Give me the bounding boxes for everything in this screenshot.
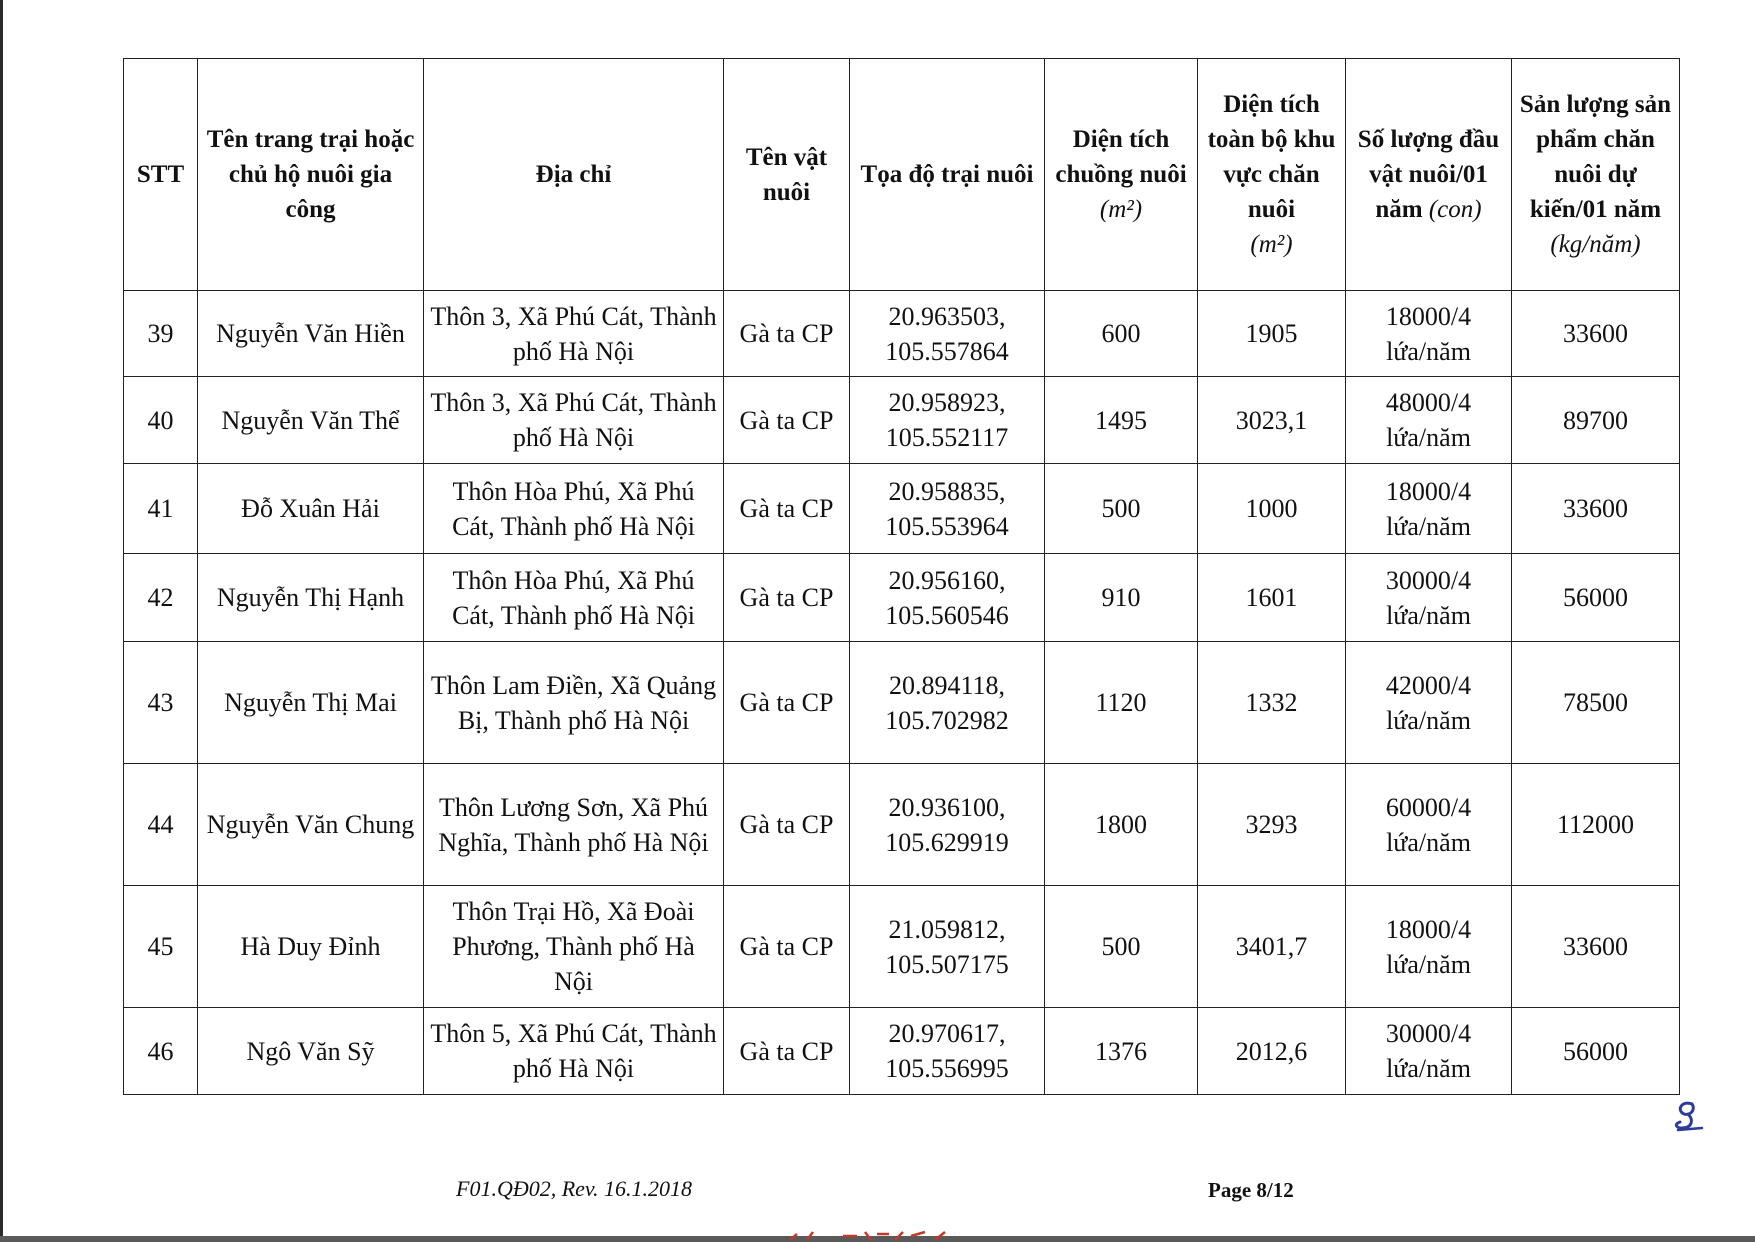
cell-ten: Nguyễn Thị Hạnh [198,554,424,642]
cell-ten: Nguyễn Văn Hiền [198,291,424,377]
cell-stt: 44 [124,764,198,886]
table-row [124,886,1680,1008]
form-code: F01.QĐ02, Rev. 16.1.2018 [456,1176,693,1201]
cell-vat-nuoi: Gà ta CP [724,642,850,764]
farm-table [123,58,1680,1095]
cell-toa-do: 20.894118, 105.702982 [850,642,1045,764]
header-ten-trang-trai: Tên trang trại hoặc chủ hộ nuôi gia công [198,59,424,291]
page-number: Page 8/12 [1208,1178,1294,1202]
cell-so-luong: 30000/4 lứa/năm [1346,554,1512,642]
cell-so-luong: 18000/4 lứa/năm [1346,291,1512,377]
cell-stt: 45 [124,886,198,1008]
header-ten-vat-nuoi: Tên vật nuôi [724,59,850,291]
cell-so-luong: 18000/4 lứa/năm [1346,464,1512,554]
cell-so-luong: 30000/4 lứa/năm [1346,1008,1512,1095]
cell-dia-chi: Thôn Hòa Phú, Xã Phú Cát, Thành phố Hà Nội [424,464,724,554]
cell-san-luong: 33600 [1512,291,1680,377]
cell-ten: Nguyễn Văn Thể [198,377,424,464]
cell-so-luong: 18000/4 lứa/năm [1346,886,1512,1008]
cell-dt-toan-bo: 3293 [1198,764,1346,886]
cell-ten: Đỗ Xuân Hải [198,464,424,554]
scan-left-edge [0,0,3,1242]
cell-vat-nuoi: Gà ta CP [724,554,850,642]
cell-dia-chi: Thôn 3, Xã Phú Cát, Thành phố Hà Nội [424,291,724,377]
cell-dia-chi: Thôn Trại Hồ, Xã Đoài Phương, Thành phố Hà Nội [424,886,724,1008]
header-dien-tich-toan-bo-label: Diện tích toàn bộ khu vực chăn nuôi [1207,91,1336,223]
header-so-luong-unit: (con) [1428,196,1482,223]
header-san-luong-label: Sản lượng sản phẩm chăn nuôi dự kiến/01 năm [1519,91,1672,223]
header-dia-chi: Địa chỉ [424,59,724,291]
cell-san-luong: 33600 [1512,886,1680,1008]
farm-table-container [123,58,1680,1095]
table-row [124,464,1680,554]
cell-san-luong: 33600 [1512,464,1680,554]
cell-vat-nuoi: Gà ta CP [724,764,850,886]
cell-dt-chuong: 1120 [1045,642,1198,764]
header-dien-tich-chuong-label: Diện tích chuồng nuôi [1055,126,1187,188]
cell-dia-chi: Thôn 3, Xã Phú Cát, Thành phố Hà Nội [424,377,724,464]
cell-dt-toan-bo: 3023,1 [1198,377,1346,464]
cell-san-luong: 56000 [1512,1008,1680,1095]
cell-dt-toan-bo: 1905 [1198,291,1346,377]
cell-toa-do: 21.059812, 105.507175 [850,886,1045,1008]
cell-stt: 46 [124,1008,198,1095]
header-so-luong [1346,59,1512,291]
cell-ten: Hà Duy Đỉnh [198,886,424,1008]
table-row [124,554,1680,642]
cell-dt-chuong: 600 [1045,291,1198,377]
cell-stt: 39 [124,291,198,377]
cell-dt-chuong: 1376 [1045,1008,1198,1095]
table-row [124,764,1680,886]
cell-dt-chuong: 1800 [1045,764,1198,886]
header-stt: STT [124,59,198,291]
header-dien-tich-toan-bo-unit: (m²) [1250,231,1293,258]
cell-dt-toan-bo: 1000 [1198,464,1346,554]
cell-stt: 43 [124,642,198,764]
header-dien-tich-chuong-unit: (m²) [1099,196,1143,223]
cell-vat-nuoi: Gà ta CP [724,464,850,554]
table-row [124,377,1680,464]
table-row [124,642,1680,764]
header-so-luong-label: Số lượng đầu vật nuôi/01 năm [1357,126,1500,223]
cell-dt-toan-bo: 3401,7 [1198,886,1346,1008]
cell-stt: 42 [124,554,198,642]
cell-toa-do: 20.936100, 105.629919 [850,764,1045,886]
cell-dt-toan-bo: 1332 [1198,642,1346,764]
header-san-luong-unit: (kg/năm) [1550,231,1641,258]
cell-vat-nuoi: Gà ta CP [724,377,850,464]
cell-dt-toan-bo: 1601 [1198,554,1346,642]
header-row [124,59,1680,291]
cell-dia-chi: Thôn Lam Điền, Xã Quảng Bị, Thành phố Hà Nội [424,642,724,764]
cell-san-luong: 56000 [1512,554,1680,642]
cell-dt-chuong: 910 [1045,554,1198,642]
cell-stt: 41 [124,464,198,554]
cell-dia-chi: Thôn Lương Sơn, Xã Phú Nghĩa, Thành phố Hà Nội [424,764,724,886]
initial-mark-icon [1668,1098,1708,1134]
cell-so-luong: 48000/4 lứa/năm [1346,377,1512,464]
cell-san-luong: 89700 [1512,377,1680,464]
stamp-fragment-icon [785,1228,985,1242]
cell-ten: Nguyễn Văn Chung [198,764,424,886]
table-body [124,291,1680,1095]
cell-so-luong: 42000/4 lứa/năm [1346,642,1512,764]
header-toa-do: Tọa độ trại nuôi [850,59,1045,291]
table-row [124,291,1680,377]
header-san-luong [1512,59,1680,291]
header-dien-tich-toan-bo [1198,59,1346,291]
cell-so-luong: 60000/4 lứa/năm [1346,764,1512,886]
cell-toa-do: 20.956160, 105.560546 [850,554,1045,642]
cell-toa-do: 20.958835, 105.553964 [850,464,1045,554]
cell-ten: Ngô Văn Sỹ [198,1008,424,1095]
cell-toa-do: 20.963503, 105.557864 [850,291,1045,377]
cell-dt-toan-bo: 2012,6 [1198,1008,1346,1095]
cell-san-luong: 112000 [1512,764,1680,886]
cell-toa-do: 20.958923, 105.552117 [850,377,1045,464]
cell-stt: 40 [124,377,198,464]
cell-dt-chuong: 500 [1045,464,1198,554]
cell-ten: Nguyễn Thị Mai [198,642,424,764]
cell-dt-chuong: 500 [1045,886,1198,1008]
header-dien-tich-chuong [1045,59,1198,291]
cell-dia-chi: Thôn Hòa Phú, Xã Phú Cát, Thành phố Hà Nội [424,554,724,642]
cell-toa-do: 20.970617, 105.556995 [850,1008,1045,1095]
cell-vat-nuoi: Gà ta CP [724,886,850,1008]
cell-dia-chi: Thôn 5, Xã Phú Cát, Thành phố Hà Nội [424,1008,724,1095]
cell-vat-nuoi: Gà ta CP [724,291,850,377]
cell-san-luong: 78500 [1512,642,1680,764]
table-row [124,1008,1680,1095]
cell-vat-nuoi: Gà ta CP [724,1008,850,1095]
cell-dt-chuong: 1495 [1045,377,1198,464]
